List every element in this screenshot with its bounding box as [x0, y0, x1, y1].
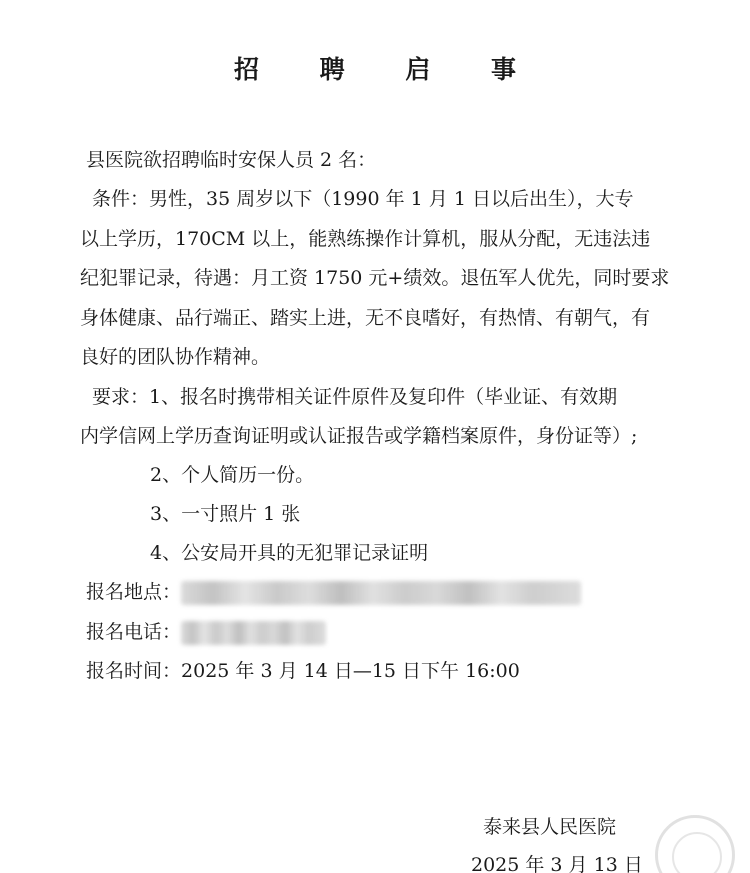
registration-phone-row: [86, 620, 326, 645]
signature-date: 2025 年 3 月 13 日: [471, 854, 643, 873]
registration-time-row: [86, 659, 520, 684]
redacted-location: [181, 581, 581, 605]
registration-location-row: [86, 580, 581, 605]
intro-line: 县医院欲招聘临时安保人员 2 名：: [86, 149, 377, 171]
signature-organization: 泰来县人民医院: [483, 816, 617, 838]
requirement-item-2: 2、个人简历一份。: [150, 464, 315, 486]
registration-time-value: 2025 年 3 月 14 日—15 日下午 16:00: [181, 660, 520, 682]
registration-phone-label: 报名电话：: [86, 621, 182, 643]
conditions-line-1: 条件：男性，35 周岁以下（1990 年 1 月 1 日以后出生），大专: [92, 188, 634, 210]
conditions-line-4: 身体健康、品行端正、踏实上进，无不良嗜好，有热情、有朝气，有: [80, 307, 651, 329]
redacted-phone: [181, 621, 326, 645]
notice-title: 招 聘 启 事: [233, 55, 543, 84]
requirements-line-2: 内学信网上学历查询证明或认证报告或学籍档案原件，身份证等）;: [80, 425, 638, 447]
requirements-line-1: 要求：1、报名时携带相关证件原件及复印件（毕业证、有效期: [92, 386, 618, 408]
requirement-item-3: 3、一寸照片 1 张: [150, 503, 301, 525]
conditions-line-3: 纪犯罪记录，待遇：月工资 1750 元+绩效。退伍军人优先，同时要求: [80, 267, 670, 289]
requirement-item-4: 4、公安局开具的无犯罪记录证明: [150, 542, 429, 564]
watermark-seal-inner: [672, 832, 722, 873]
registration-time-label: 报名时间：: [86, 660, 182, 682]
watermark-seal: [655, 815, 735, 873]
conditions-line-5: 良好的团队协作精神。: [80, 346, 271, 368]
registration-location-label: 报名地点：: [86, 581, 182, 603]
conditions-line-2: 以上学历，170CM 以上，能熟练操作计算机，服从分配，无违法违: [80, 228, 651, 250]
